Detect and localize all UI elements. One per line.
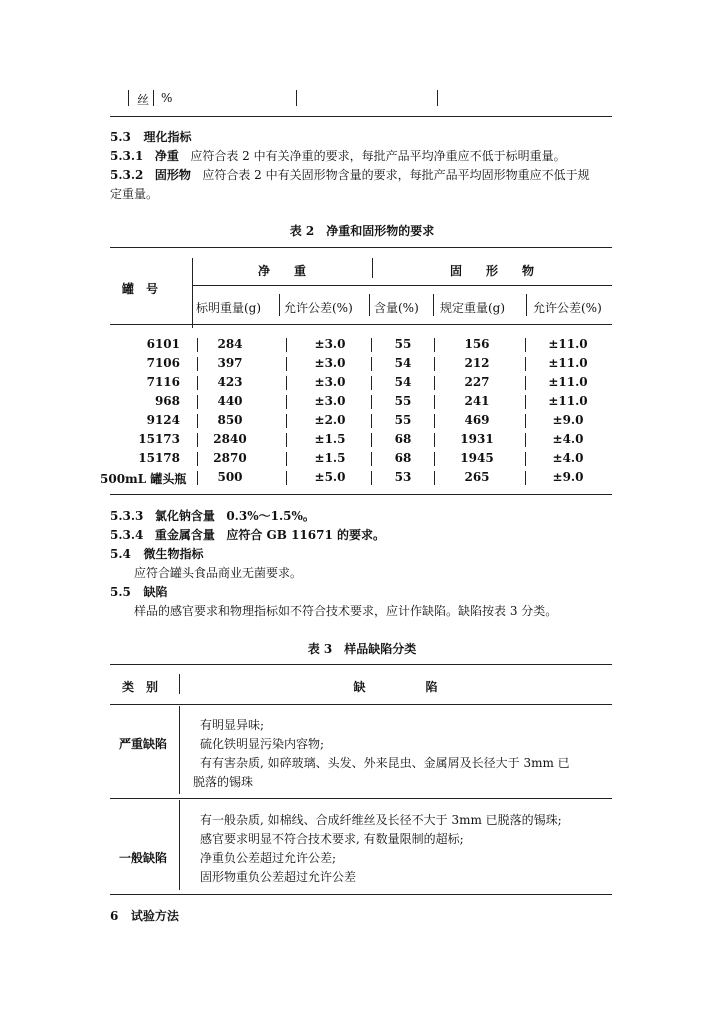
table-2-subheader: 标明重量(g) (196, 301, 262, 315)
table-2-vline (286, 471, 287, 485)
table-2-vline (434, 471, 435, 485)
table-cell: ±3.0 (314, 375, 346, 389)
table-cell: ±3.0 (314, 337, 346, 351)
section-title: 氯化钠含量 (154, 509, 215, 523)
section-number: 5.3.3 (110, 509, 144, 523)
table-cell-can-no: 968 (154, 394, 180, 408)
table-3-vline-general (179, 800, 180, 890)
table-3-top-rule (110, 664, 612, 665)
table-2-vline (286, 414, 287, 428)
table-2-subheader: 规定重量(g) (440, 301, 506, 315)
section-5-3-4 (110, 526, 385, 543)
table-cell: ±11.0 (548, 394, 588, 408)
table-3-header-category: 类 别 (122, 680, 159, 694)
table-2-vline (197, 452, 198, 466)
table-cell: ±11.0 (548, 375, 588, 389)
table-2-vline (525, 376, 526, 390)
table-2-vline (525, 338, 526, 352)
section-6-heading (110, 907, 179, 924)
table-cell-can-no: 15178 (138, 451, 180, 465)
table-3-severe-item: 有明显异味; (200, 718, 265, 732)
section-number: 5.3.1 (110, 149, 144, 163)
section-5-3-2 (110, 166, 590, 183)
table-2-vline (279, 294, 280, 316)
table-2-vline (197, 433, 198, 447)
table-cell: ±4.0 (552, 451, 584, 465)
section-5-3-1 (110, 147, 566, 164)
table-cell-can-no: 15173 (138, 432, 180, 446)
table-cell: 500 (217, 470, 243, 484)
table-3-header-rule (110, 704, 612, 705)
table-2-vline (286, 357, 287, 371)
table-cell-can-no: 7116 (146, 375, 180, 389)
table-3-general-item: 净重负公差超过允许公差; (200, 851, 337, 865)
section-number: 5.5 (110, 585, 131, 599)
table-2-subheader: 允许公差(%) (284, 301, 353, 315)
table-3-mid-rule (110, 798, 612, 799)
table-3-severe-item: 硫化铁明显污染内容物; (200, 737, 325, 751)
table-3-caption: 表 3 样品缺陷分类 (307, 642, 417, 656)
section-5-4-text: 应符合罐头食品商业无菌要求。 (134, 566, 303, 580)
top-table-cell-1: 丝 (137, 93, 150, 107)
table-3-severe-item: 有有害杂质, 如碎玻璃、头发、外来昆虫、金属屑及长径大于 3mm 已 (200, 756, 570, 770)
table-cell: 212 (464, 356, 490, 370)
table-2-vline (371, 395, 372, 409)
table-cell: 68 (394, 451, 412, 465)
table-2-vline (525, 357, 526, 371)
table-2-vline (371, 376, 372, 390)
table-cell: ±9.0 (552, 413, 584, 427)
table-cell-can-no: 500mL 罐头瓶 (100, 472, 187, 486)
table-cell: 53 (394, 470, 412, 484)
table-2-vline (434, 338, 435, 352)
table-2-header-mid-rule (192, 285, 612, 286)
table-cell: ±1.5 (314, 451, 346, 465)
section-number: 6 (110, 909, 119, 923)
section-text: 应符合 GB 11671 的要求。 (226, 528, 386, 542)
table-2-vline (526, 294, 527, 316)
table-2-vline (369, 294, 370, 316)
section-5-5-text: 样品的感官要求和物理指标如不符合技术要求，应计作缺陷。缺陷按表 3 分类。 (134, 604, 558, 618)
section-text: 应符合表 2 中有关净重的要求，每批产品平均净重应不低于标明重量。 (190, 149, 566, 163)
section-5-3-2-continued: 定重量。 (110, 187, 159, 201)
table-2-vline (371, 452, 372, 466)
section-text: 0.3%～1.5%。 (226, 509, 315, 523)
table-2-vline (197, 376, 198, 390)
top-table-vline-3 (296, 90, 297, 106)
table-2-vline (286, 433, 287, 447)
table-cell: ±1.5 (314, 432, 346, 446)
table-cell: 440 (217, 394, 243, 408)
table-cell: ±11.0 (548, 337, 588, 351)
table-2-vline (197, 471, 198, 485)
table-2-vline (525, 395, 526, 409)
table-2-vline (286, 452, 287, 466)
table-cell: 55 (394, 394, 412, 408)
section-title: 微生物指标 (143, 547, 204, 561)
table-cell: ±3.0 (314, 394, 346, 408)
section-title: 试验方法 (130, 909, 179, 923)
table-2-bottom-rule (110, 494, 612, 495)
table-2-vline (286, 376, 287, 390)
table-2-vline (434, 433, 435, 447)
table-cell: 55 (394, 337, 412, 351)
table-cell: ±3.0 (314, 356, 346, 370)
table-2-vline (197, 395, 198, 409)
table-2-header-solids: 固 形 物 (449, 264, 534, 278)
section-5-4-heading (110, 545, 203, 562)
table-2-vline (286, 395, 287, 409)
table-cell: ±11.0 (548, 356, 588, 370)
table-2-vline (434, 357, 435, 371)
section-text: 应符合表 2 中有关固形物含量的要求，每批产品平均固形物重应不低于规 (202, 168, 590, 182)
table-cell-can-no: 6101 (146, 337, 180, 351)
table-2-header-can-no: 罐 号 (122, 282, 159, 296)
table-2-top-rule (110, 247, 612, 248)
table-3-general-item: 感官要求明显不符合技术要求, 有数量限制的超标; (200, 832, 464, 846)
section-title: 缺陷 (143, 585, 168, 599)
table-2-header-net-weight: 净 重 (257, 264, 306, 278)
table-cell: 54 (394, 356, 412, 370)
section-number: 5.3 (110, 130, 131, 144)
table-3-general-item: 固形物重负公差超过允许公差 (200, 870, 357, 884)
table-2-vline (371, 471, 372, 485)
table-cell: 1945 (460, 451, 494, 465)
table-2-vline (197, 357, 198, 371)
top-table-cell-2: % (161, 91, 173, 105)
table-2-subheader: 允许公差(%) (533, 301, 602, 315)
table-2-vline (197, 414, 198, 428)
table-cell: 2870 (213, 451, 247, 465)
section-number: 5.4 (110, 547, 131, 561)
table-cell: 241 (464, 394, 490, 408)
table-cell: 54 (394, 375, 412, 389)
table-cell: 469 (464, 413, 490, 427)
section-title: 固形物 (154, 168, 191, 182)
table-2-vline (434, 452, 435, 466)
top-table-vline-2 (153, 90, 154, 106)
table-2-vline (371, 433, 372, 447)
section-5-5-heading (110, 583, 167, 600)
table-cell-can-no: 7106 (146, 356, 180, 370)
table-2-vline (371, 338, 372, 352)
table-cell: ±4.0 (552, 432, 584, 446)
section-number: 5.3.4 (110, 528, 144, 542)
section-5-3-heading (110, 128, 191, 145)
table-2-vline (434, 395, 435, 409)
table-cell: 423 (217, 375, 243, 389)
table-2-vline (433, 294, 434, 316)
table-3-vline-severe (179, 706, 180, 794)
table-2-vline (197, 338, 198, 352)
table-cell: 397 (217, 356, 243, 370)
table-cell: 55 (394, 413, 412, 427)
table-cell: 850 (217, 413, 243, 427)
top-table-bottom-rule (110, 116, 612, 117)
table-cell-can-no: 9124 (146, 413, 180, 427)
table-2-vline (525, 414, 526, 428)
section-number: 5.3.2 (110, 168, 144, 182)
table-3-header-defect: 缺 陷 (353, 680, 438, 694)
table-2-vline (434, 414, 435, 428)
table-cell: 1931 (460, 432, 494, 446)
table-cell: 156 (464, 337, 490, 351)
table-3-general-label: 一般缺陷 (119, 851, 168, 865)
table-3-bottom-rule (110, 894, 612, 895)
table-3-severe-label: 严重缺陷 (119, 737, 168, 751)
section-title: 净重 (154, 149, 179, 163)
section-title: 重金属含量 (154, 528, 215, 542)
table-2-subheader: 含量(%) (374, 301, 419, 315)
table-cell: 265 (464, 470, 490, 484)
section-title: 理化指标 (143, 130, 192, 144)
table-cell: 227 (464, 375, 490, 389)
table-cell: 284 (217, 337, 243, 351)
table-2-vline (371, 414, 372, 428)
table-cell: ±5.0 (314, 470, 346, 484)
table-2-vline (525, 433, 526, 447)
table-cell: 2840 (213, 432, 247, 446)
top-table-vline-1 (128, 90, 129, 106)
table-2-vline (286, 338, 287, 352)
section-5-3-3 (110, 507, 315, 524)
table-2-vline (525, 452, 526, 466)
table-cell: ±9.0 (552, 470, 584, 484)
table-2-header-bottom-rule (110, 324, 612, 325)
table-2-vline (434, 376, 435, 390)
top-table-vline-4 (437, 90, 438, 106)
table-cell: ±2.0 (314, 413, 346, 427)
table-3-general-item: 有一般杂质, 如棉线、合成纤维丝及长径不大于 3mm 已脱落的锡珠; (200, 813, 562, 827)
table-3-severe-item: 脱落的锡珠 (193, 775, 254, 789)
table-2-vline (525, 471, 526, 485)
table-cell: 68 (394, 432, 412, 446)
table-2-caption: 表 2 净重和固形物的要求 (289, 224, 435, 238)
table-2-vline (371, 357, 372, 371)
